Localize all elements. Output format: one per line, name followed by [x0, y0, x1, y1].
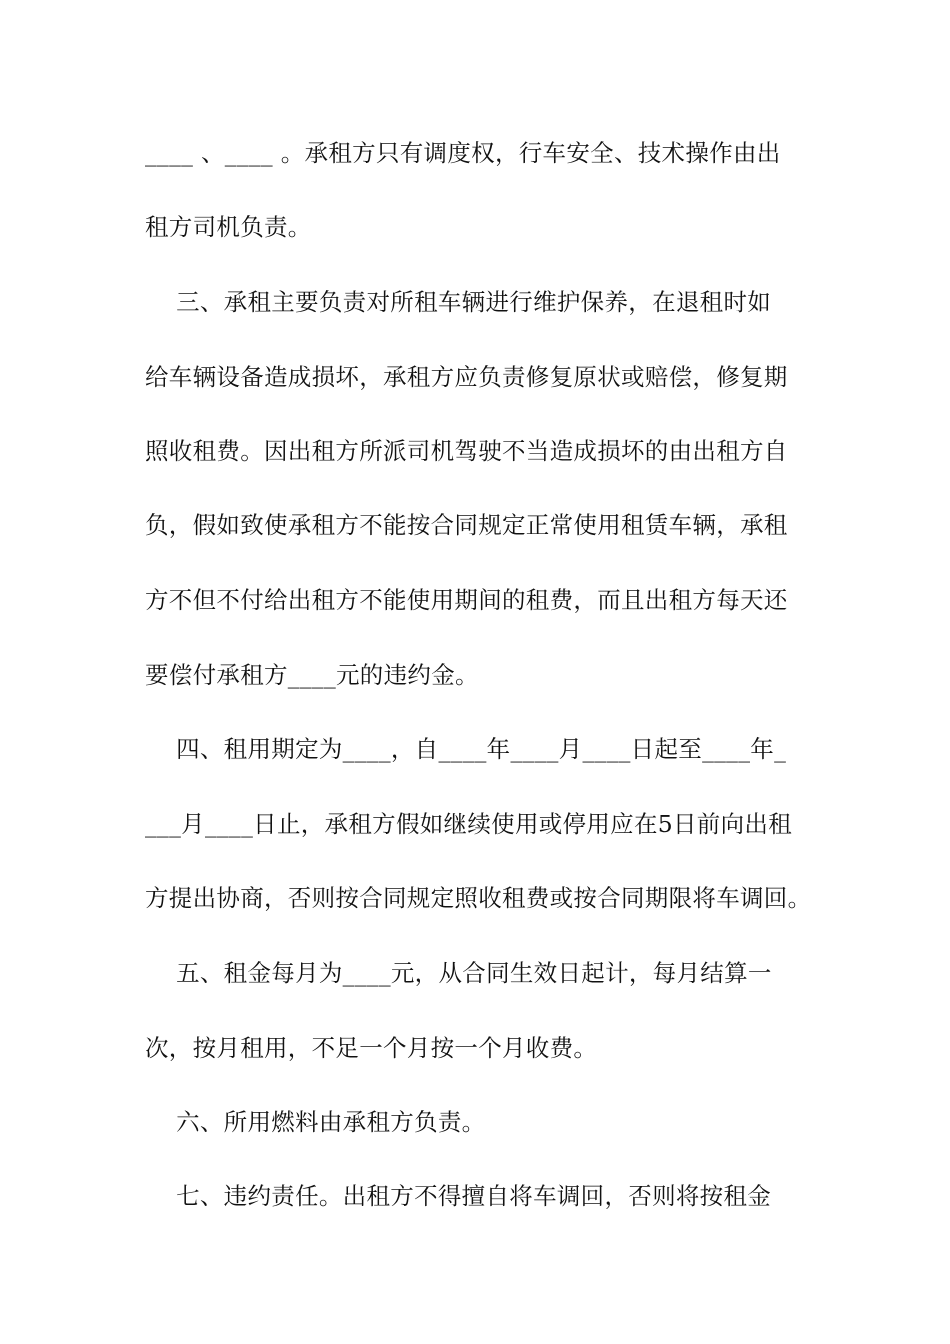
text-line: ____ 、____ 。承租方只有调度权，行车安全、技术操作由出	[145, 139, 781, 167]
text-line: 负，假如致使承租方不能按合同规定正常使用租赁车辆，承租	[145, 511, 788, 539]
text-line: 七、违约责任。出租方不得擅自将车调回，否则将按租金	[145, 1182, 772, 1210]
text-line: 要偿付承租方____元的违约金。	[145, 661, 479, 689]
text-line: 六、所用燃料由承租方负责。	[145, 1108, 486, 1136]
text-line: ___月____日止，承租方假如继续使用或停用应在5日前向出租	[145, 810, 793, 838]
text-line: 次，按月租用，不足一个月按一个月收费。	[145, 1034, 598, 1062]
text-line: 方提出协商，否则按合同规定照收租费或按合同期限将车调回。	[145, 884, 812, 912]
text-line: 五、租金每月为____元，从合同生效日起计，每月结算一	[145, 959, 772, 987]
text-line: 四、租用期定为____，自____年____月____日起至____年_	[145, 735, 787, 763]
text-line: 照收租费。因出租方所派司机驾驶不当造成损坏的由出租方自	[145, 437, 788, 465]
text-line: 方不但不付给出租方不能使用期间的租费，而且出租方每天还	[145, 586, 788, 614]
text-line: 三、承租主要负责对所租车辆进行维护保养，在退租时如	[145, 288, 772, 316]
text-line: 租方司机负责。	[145, 213, 312, 241]
text-line: 给车辆设备造成损坏，承租方应负责修复原状或赔偿，修复期	[145, 363, 788, 391]
